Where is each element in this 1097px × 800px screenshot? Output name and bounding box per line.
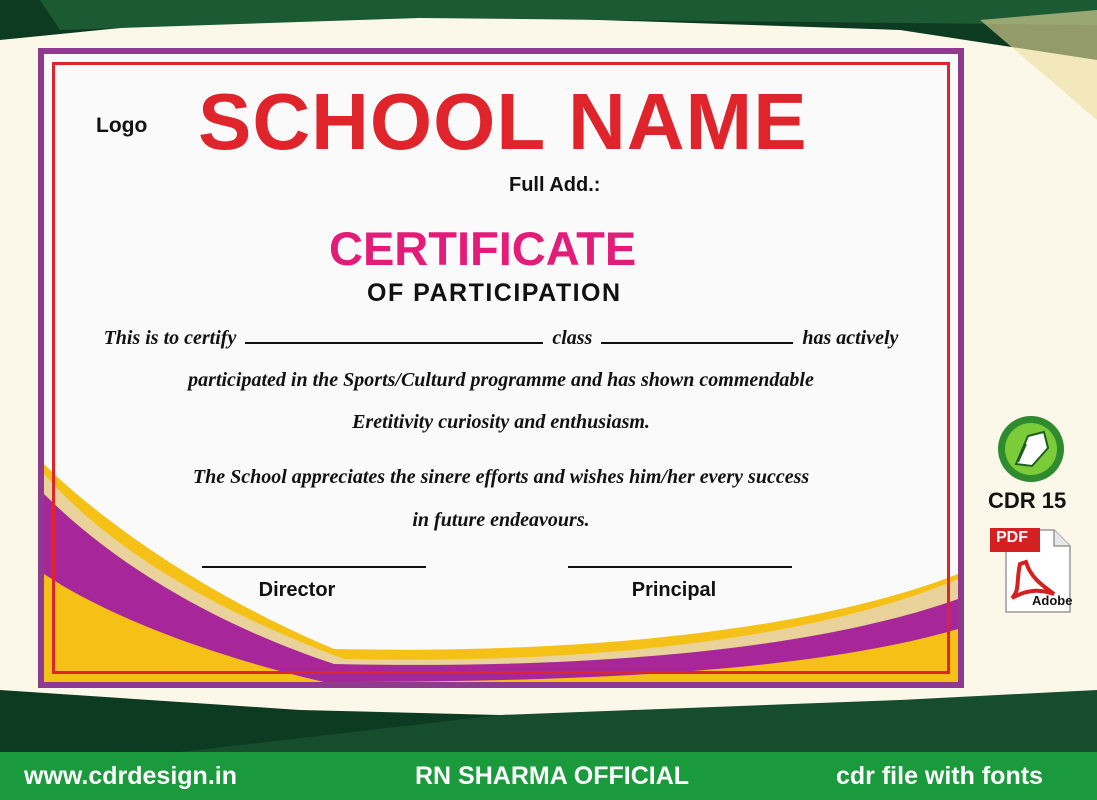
director-label: Director bbox=[258, 579, 336, 601]
website-link[interactable]: www.cdrdesign.in bbox=[24, 762, 237, 790]
logo-placeholder: Logo bbox=[96, 114, 148, 137]
actively-text: has actively bbox=[802, 327, 899, 349]
appreciation-line: The School appreciates the sinere efforts and wishes him/her every success bbox=[192, 466, 810, 488]
certificate-subtitle: OF PARTICIPATION bbox=[367, 279, 622, 307]
principal-signature-line bbox=[568, 566, 792, 568]
principal-label: Principal bbox=[631, 579, 717, 601]
adobe-label: Adobe bbox=[1032, 593, 1073, 608]
name-blank bbox=[245, 326, 543, 344]
coreldraw-icon bbox=[996, 414, 1066, 484]
participation-line: participated in the Sports/Culturd programme and has shown commendable bbox=[188, 369, 814, 391]
class-blank bbox=[601, 326, 793, 344]
author-label: RN SHARMA OFFICIAL bbox=[415, 762, 690, 790]
certify-line bbox=[52, 326, 950, 350]
class-text: class bbox=[552, 327, 593, 349]
school-name: SCHOOL NAME bbox=[198, 77, 808, 166]
endeavours-line: in future endeavours. bbox=[412, 509, 590, 531]
cdr-version-label: CDR 15 bbox=[988, 488, 1067, 513]
certificate-title: CERTIFICATE bbox=[329, 222, 637, 275]
pdf-label: PDF bbox=[996, 529, 1028, 546]
enthusiasm-line: Eretitivity curiosity and enthusiasm. bbox=[352, 411, 650, 433]
director-signature-line bbox=[202, 566, 426, 568]
file-note: cdr file with fonts bbox=[836, 762, 1043, 790]
address-label: Full Add.: bbox=[509, 174, 601, 196]
certify-text: This is to certify bbox=[103, 327, 237, 349]
